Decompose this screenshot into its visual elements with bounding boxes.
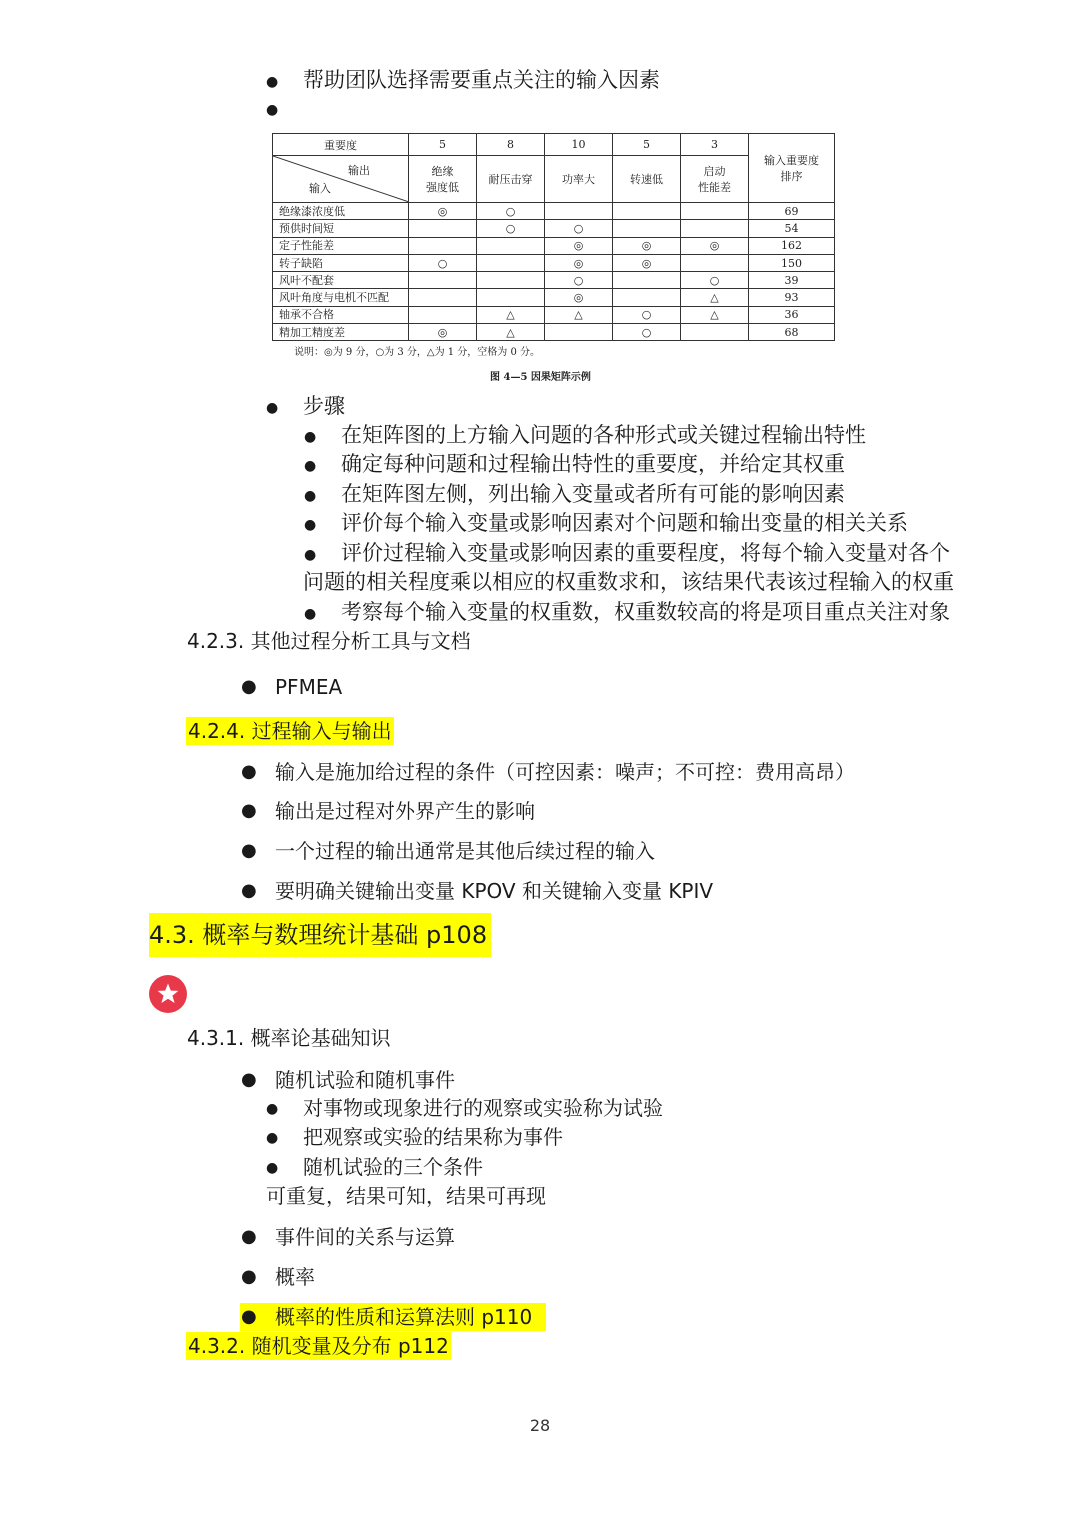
matrix-row — [273, 203, 835, 220]
relation-cell: ◎ — [613, 254, 681, 271]
importance-label: 重要度 — [273, 134, 409, 156]
relation-cell — [477, 254, 545, 271]
step-item-continued: 问题的相关程度乘以相应的权重数求和，该结果代表该过程输入的权重 — [303, 570, 954, 594]
bullet-dot: ● — [241, 1266, 257, 1287]
relation-cell: ◎ — [613, 237, 681, 254]
bullet-dot: ● — [304, 547, 317, 563]
relation-cell — [545, 324, 613, 341]
score-cell: 54 — [749, 220, 835, 237]
section-heading-4-2-4: 4.2.4. 过程输入与输出 — [188, 719, 392, 743]
relation-cell: ◎ — [409, 203, 477, 220]
relation-cell — [613, 272, 681, 289]
relation-cell: ○ — [613, 324, 681, 341]
relation-cell — [409, 306, 477, 323]
bullet-dot: ● — [266, 1130, 279, 1146]
relation-cell: △ — [477, 306, 545, 323]
section-heading-4-3-2: 4.3.2. 随机变量及分布 p112 — [188, 1334, 449, 1358]
sub-bullet-text: 把观察或实验的结果称为事件 — [303, 1125, 563, 1149]
matrix-row — [273, 324, 835, 341]
star-badge — [149, 975, 187, 1013]
bullet-text: 概率 — [275, 1265, 315, 1289]
matrix-row — [273, 289, 835, 306]
input-factor-label: 绝缘漆浓度低 — [273, 203, 409, 220]
input-factor-label: 风叶不配套 — [273, 272, 409, 289]
matrix-row — [273, 254, 835, 271]
bullet-dot: ● — [304, 429, 317, 445]
relation-cell: ○ — [545, 272, 613, 289]
bullet-dot: ● — [266, 74, 279, 90]
relation-cell — [409, 272, 477, 289]
score-cell: 93 — [749, 289, 835, 306]
matrix-row — [273, 306, 835, 323]
relation-cell — [409, 289, 477, 306]
weight-cell: 3 — [681, 134, 749, 156]
relation-cell — [477, 272, 545, 289]
relation-cell — [613, 203, 681, 220]
section-heading-4-3-1: 4.3.1. 概率论基础知识 — [187, 1026, 391, 1050]
output-header: 转速低 — [613, 156, 681, 203]
relation-cell: ◎ — [545, 237, 613, 254]
step-item: 评价过程输入变量或影响因素的重要程度，将每个输入变量对各个 — [341, 541, 950, 565]
matrix-note: 说明：◎为 9 分，○为 3 分，△为 1 分，空格为 0 分。 — [294, 347, 541, 358]
relation-cell: △ — [681, 306, 749, 323]
cause-effect-matrix — [272, 133, 834, 341]
score-cell: 39 — [749, 272, 835, 289]
bullet-text: 事件间的关系与运算 — [275, 1225, 455, 1249]
bullet-dot: ● — [304, 517, 317, 533]
weight-cell: 5 — [409, 134, 477, 156]
diagonal-line — [273, 156, 409, 202]
output-header: 启动 性能差 — [681, 156, 749, 203]
relation-cell — [477, 289, 545, 306]
relation-cell: ○ — [545, 220, 613, 237]
bullet-dot: ● — [266, 1101, 279, 1117]
input-factor-label: 风叶角度与电机不匹配 — [273, 289, 409, 306]
bullet-dot: ● — [241, 761, 257, 782]
bullet-dot: ● — [241, 1306, 257, 1327]
bullet-dot: ● — [266, 1160, 279, 1176]
bullet-dot: ● — [266, 400, 279, 416]
weight-cell: 5 — [613, 134, 681, 156]
bullet-text-highlighted: 概率的性质和运算法则 p110 — [275, 1305, 533, 1329]
relation-cell — [681, 220, 749, 237]
relation-cell — [477, 237, 545, 254]
score-cell: 36 — [749, 306, 835, 323]
output-header: 绝缘 强度低 — [409, 156, 477, 203]
rank-header: 输入重要度 排序 — [749, 134, 835, 203]
relation-cell: ◎ — [545, 254, 613, 271]
bullet-dot: ● — [241, 840, 257, 861]
relation-cell — [545, 203, 613, 220]
step-item: 考察每个输入变量的权重数，权重数较高的将是项目重点关注对象 — [341, 600, 950, 624]
bullet-text: 输入是施加给过程的条件（可控因素：噪声；不可控：费用高昂） — [275, 760, 855, 784]
matrix-row — [273, 272, 835, 289]
bullet-dot: ● — [304, 606, 317, 622]
bullet-text: 随机试验和随机事件 — [275, 1068, 455, 1092]
step-item: 在矩阵图左侧，列出输入变量或者所有可能的影响因素 — [341, 482, 845, 506]
score-cell: 162 — [749, 237, 835, 254]
relation-cell: ◎ — [409, 324, 477, 341]
relation-cell: ○ — [477, 220, 545, 237]
bullet-text: 帮助团队选择需要重点关注的输入因素 — [303, 68, 660, 92]
relation-cell: ◎ — [681, 237, 749, 254]
sub-bullet-text: 对事物或现象进行的观察或实验称为试验 — [303, 1096, 663, 1120]
bullet-dot: ● — [266, 102, 279, 118]
relation-cell: ○ — [477, 203, 545, 220]
input-factor-label: 转子缺陷 — [273, 254, 409, 271]
score-cell: 150 — [749, 254, 835, 271]
bullet-dot: ● — [241, 800, 257, 821]
step-item: 评价每个输入变量或影响因素对个问题和输出变量的相关关系 — [341, 511, 908, 535]
input-factor-label: 定子性能差 — [273, 237, 409, 254]
relation-cell — [409, 220, 477, 237]
relation-cell — [681, 203, 749, 220]
page-number: 28 — [529, 1416, 551, 1435]
input-label: 输入 — [309, 182, 331, 195]
input-factor-label: 轴承不合格 — [273, 306, 409, 323]
figure-caption: 图 4—5 因果矩阵示例 — [490, 372, 591, 383]
weight-cell: 10 — [545, 134, 613, 156]
input-factor-label: 预供时间短 — [273, 220, 409, 237]
relation-cell — [681, 324, 749, 341]
matrix-row — [273, 220, 835, 237]
bullet-text: 要明确关键输出变量 KPOV 和关键输入变量 KPIV — [275, 879, 714, 903]
steps-title: 步骤 — [303, 394, 345, 418]
output-label: 输出 — [348, 164, 370, 177]
weight-cell: 8 — [477, 134, 545, 156]
step-item: 在矩阵图的上方输入问题的各种形式或关键过程输出特性 — [341, 423, 866, 447]
bullet-text: PFMEA — [275, 675, 343, 699]
relation-cell: ○ — [613, 306, 681, 323]
step-item: 确定每种问题和过程输出特性的重要度，并给定其权重 — [341, 452, 845, 476]
bullet-dot: ● — [241, 1226, 257, 1247]
output-header: 功率大 — [545, 156, 613, 203]
bullet-dot: ● — [304, 488, 317, 504]
input-factor-label: 精加工精度差 — [273, 324, 409, 341]
relation-cell: ○ — [681, 272, 749, 289]
relation-cell — [613, 220, 681, 237]
relation-cell: ○ — [409, 254, 477, 271]
score-cell: 69 — [749, 203, 835, 220]
relation-cell: △ — [545, 306, 613, 323]
star-icon — [156, 982, 180, 1006]
bullet-text: 一个过程的输出通常是其他后续过程的输入 — [275, 839, 655, 863]
sub-bullet-text: 随机试验的三个条件 — [303, 1155, 483, 1179]
relation-cell: △ — [681, 289, 749, 306]
relation-cell — [613, 289, 681, 306]
bullet-text: 输出是过程对外界产生的影响 — [275, 799, 535, 823]
section-heading-4-3: 4.3. 概率与数理统计基础 p108 — [149, 913, 491, 957]
bullet-dot: ● — [304, 458, 317, 474]
output-header: 耐压击穿 — [477, 156, 545, 203]
bullet-dot: ● — [241, 880, 257, 901]
matrix-row — [273, 237, 835, 254]
diagonal-header-cell — [273, 156, 409, 203]
bullet-dot: ● — [241, 1069, 257, 1090]
relation-cell: △ — [477, 324, 545, 341]
continuation-text: 可重复，结果可知，结果可再现 — [266, 1184, 546, 1208]
section-heading-4-2-3: 4.2.3. 其他过程分析工具与文档 — [187, 629, 471, 653]
relation-cell: ◎ — [545, 289, 613, 306]
score-cell: 68 — [749, 324, 835, 341]
relation-cell — [409, 237, 477, 254]
bullet-dot: ● — [241, 676, 257, 697]
relation-cell — [681, 254, 749, 271]
